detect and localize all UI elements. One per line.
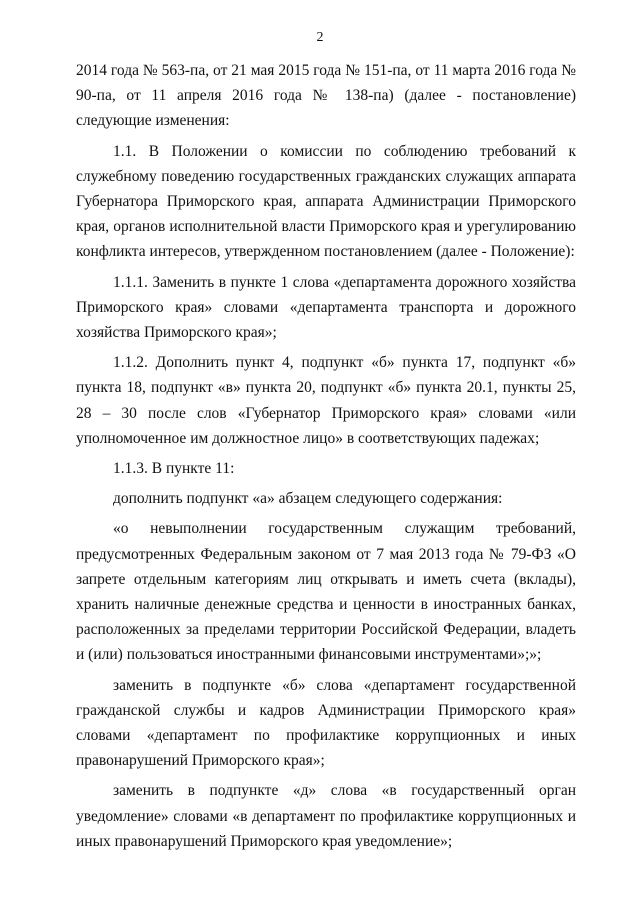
- page-number: 2: [316, 30, 324, 45]
- paragraph-replace-d: заменить в подпункте «д» слова «в государственный орган уведомление» словами «в департамент по профилактике коррупционных и иных правонарушений Приморского края уведомление»;: [76, 782, 576, 850]
- paragraph-quoted-text: «о невыполнении государственным служащим требований, предусмотренных Федеральным законом от 7 мая 2013 года № 79-ФЗ «О запрете отдельным категориям лиц открывать и иметь счета (вклады), хранить наличные денежные средства и ценности в иностранных банках, расположенных за пределами территории Российской Федерации, владеть и (или) пользоваться иностранными финансовыми инструментами»;»;: [76, 520, 576, 664]
- paragraph-continuation: 2014 года № 563-па, от 21 мая 2015 года № 151-па, от 11 марта 2016 года № 90-па, от 11 апреля 2016 года № 138-па) (далее - постановление) следующие изменения:: [76, 62, 576, 130]
- paragraph-supplement-a: дополнить подпункт «а» абзацем следующего содержания:: [113, 490, 503, 508]
- document-body: [76, 58, 576, 854]
- paragraph-clause-1-1-1: 1.1.1. Заменить в пункте 1 слова «департамента дорожного хозяйства Приморского края» словами «департамента транспорта и дорожного хозяйства Приморского края»;: [76, 273, 576, 342]
- paragraph-clause-1-1: 1.1. В Положении о комиссии по соблюдению требований к служебному поведению государственных гражданских служащих аппарата Губернатора Приморского края, аппарата Администрации Приморского края, органов исполнительной власти Приморского края и урегулированию конфликта интересов, утвержденном постановлением (далее - Положение):: [76, 142, 576, 261]
- paragraph-replace-b: заменить в подпункте «б» слова «департамент государственной гражданской службы и кадров Администрации Приморского края» словами «департамент по профилактике коррупционных и иных правонарушений Приморского края»;: [76, 676, 576, 770]
- paragraph-clause-1-1-3: 1.1.3. В пункте 11:: [113, 460, 235, 478]
- paragraph-clause-1-1-2: 1.1.2. Дополнить пункт 4, подпункт «б» пункта 17, подпункт «б» пункта 18, подпункт «в» пункта 20, подпункт «б» пункта 20.1, пункты 25, 28 – 30 после слов «Губернатор Приморского края» словами «или уполномоченное им должностное лицо» в соответствующих падежах;: [76, 354, 576, 447]
